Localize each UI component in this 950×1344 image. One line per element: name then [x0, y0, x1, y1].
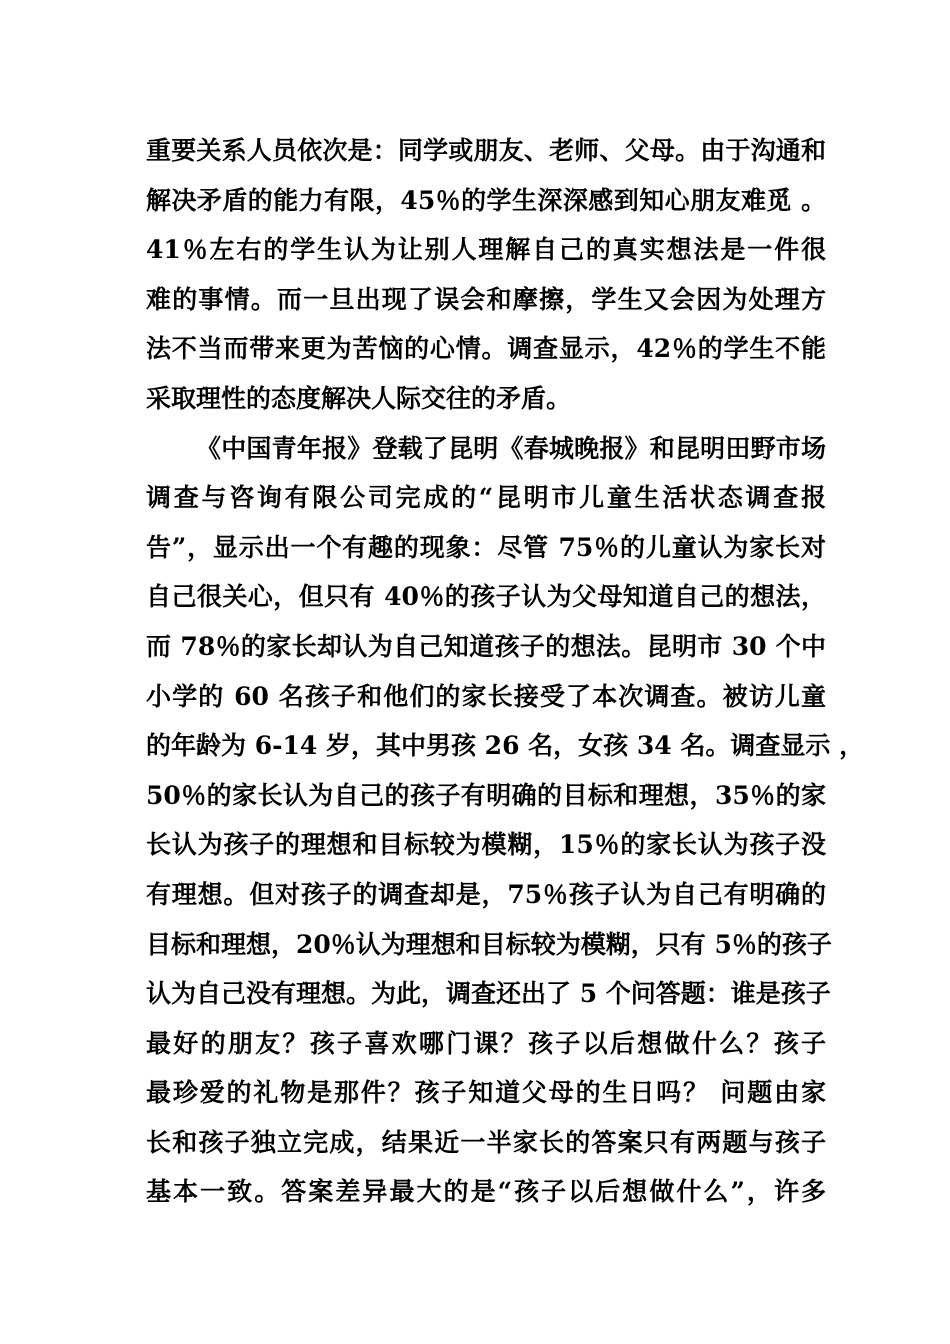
text-line: 最珍爱的礼物是那件？孩子知道父母的生日吗？ 问题由家 [146, 1078, 826, 1108]
text-line: 解决矛盾的能力有限，45％的学生深深感到知心朋友难觅 。 [146, 185, 826, 215]
paragraph-1 [146, 126, 826, 424]
text-line: 41％左右的学生认为让别人理解自己的真实想法是一件很 [146, 235, 826, 265]
text-line: 认为自己没有理想。为此，调查还出了 5 个问答题：谁是孩子 [146, 979, 831, 1009]
text-line: 采取理性的态度解决人际交往的矛盾。 [146, 383, 572, 413]
text-line: 有理想。但对孩子的调查却是，75％孩子认为自己有明确的 [146, 879, 826, 909]
body-text [146, 126, 865, 1217]
text-line: 调查与咨询有限公司完成的“昆明市儿童生活状态调查报 [146, 483, 826, 513]
text-line: 自己很关心，但只有 40％的孩子认为父母知道自己的想法， [146, 582, 826, 612]
text-line: 目标和理想，20％认为理想和目标较为模糊，只有 5％的孩子 [146, 929, 832, 959]
text-line: 长认为孩子的理想和目标较为模糊，15％的家长认为孩子没 [146, 830, 826, 860]
text-line: 告”，显示出一个有趣的现象：尽管 75％的儿童认为家长对 [146, 532, 826, 562]
text-line: 而 78％的家长却认为自己知道孩子的想法。昆明市 30 个中 [146, 631, 826, 661]
paragraph-2 [146, 424, 865, 1218]
text-line: 的年龄为 6-14 岁，其中男孩 26 名，女孩 34 名。调查显示 ， [146, 731, 865, 761]
text-line: 最好的朋友？孩子喜欢哪门课？孩子以后想做什么？孩子 [146, 1028, 826, 1058]
text-line: 难的事情。而一旦出现了误会和摩擦，学生又会因为处理方 [146, 284, 826, 314]
text-line: 50％的家长认为自己的孩子有明确的目标和理想，35％的家 [146, 780, 826, 810]
text-line: 长和孩子独立完成，结果近一半家长的答案只有两题与孩子 [146, 1127, 826, 1157]
text-line: 基本一致。答案差异最大的是“孩子以后想做什么”，许多 [146, 1177, 826, 1207]
text-line: 小学的 60 名孩子和他们的家长接受了本次调查。被访儿童 [146, 681, 826, 711]
text-line: 重要关系人员依次是：同学或朋友、老师、父母。由于沟通和 [146, 136, 826, 165]
text-line: 《中国青年报》登载了昆明《春城晚报》和昆明田野市场 [196, 433, 826, 463]
text-line: 法不当而带来更为苦恼的心情。调查显示，42％的学生不能 [146, 334, 826, 364]
